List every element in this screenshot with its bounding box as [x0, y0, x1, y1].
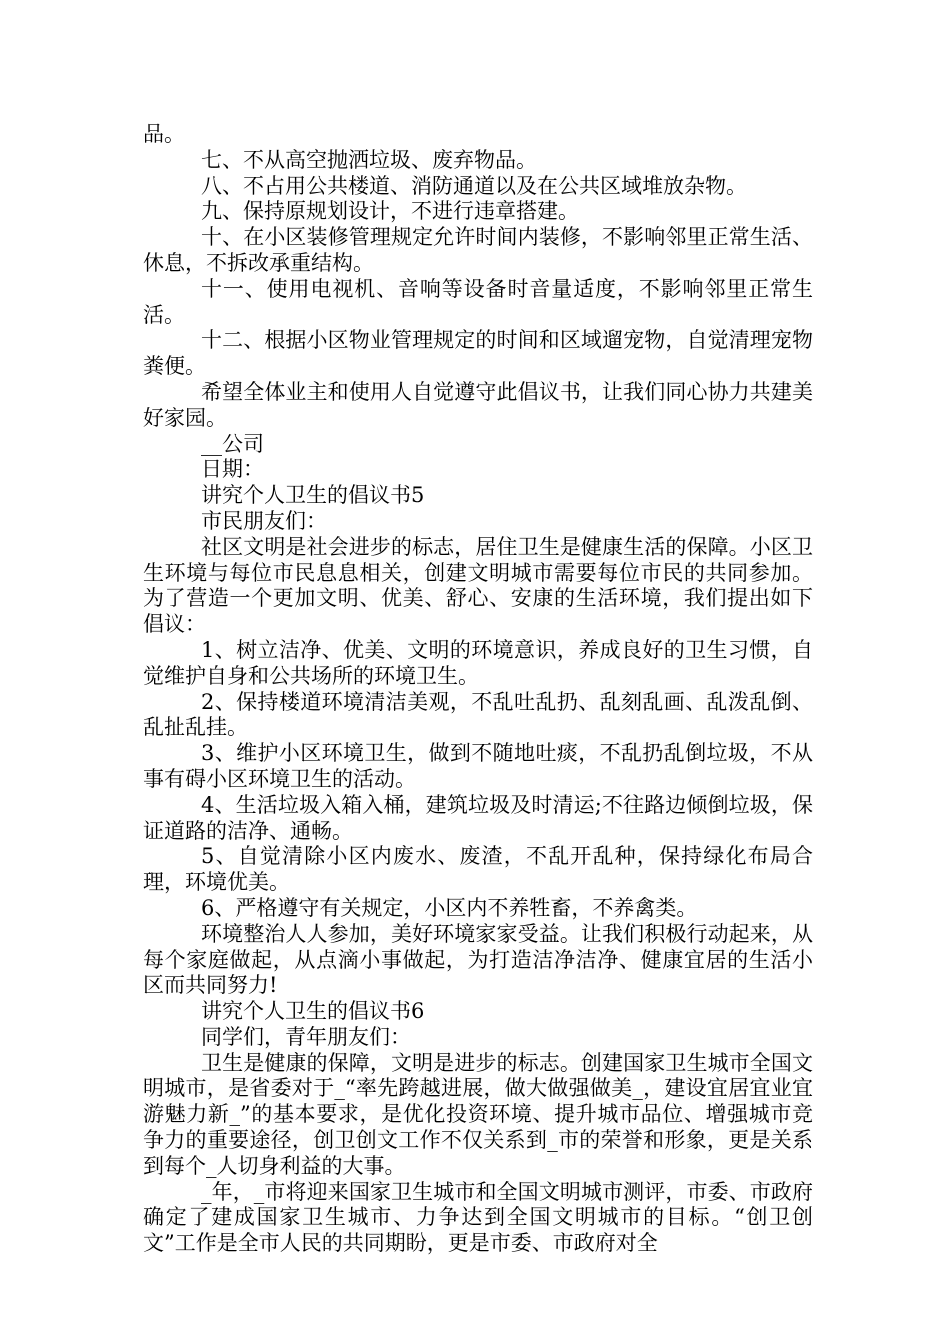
paragraph: 卫生是健康的保障，文明是进步的标志。创建国家卫生城市全国文明城市，是省委对于_“率先跨越进展，做大做强做美_，建设宜居宜业宜游魅力新_”的基本要求，是优化投资环境、提升城市品位、增强城市竞争力的重要途径，创卫创文工作不仅关系到_市的荣誉和形象，更是关系到每个_人切身利益的大事。	[143, 1050, 813, 1178]
paragraph: 6、严格遵守有关规定，小区内不养牲畜，不养禽类。	[201, 895, 698, 920]
section-title: 讲究个人卫生的倡议书6	[201, 999, 425, 1024]
paragraph: 环境整治人人参加，美好环境家家受益。让我们积极行动起来，从每个家庭做起，从点滴小事做起，为打造洁净洁净、健康宜居的生活小区而共同努力!	[143, 921, 813, 998]
document-body	[143, 122, 813, 1257]
paragraph: 4、生活垃圾入箱入桶，建筑垃圾及时清运;不往路边倾倒垃圾，保证道路的洁净、通畅。	[143, 792, 813, 843]
paragraph: 九、保持原规划设计，不进行违章搭建。	[201, 199, 579, 224]
paragraph: 1、树立洁净、优美、文明的环境意识，养成良好的卫生习惯，自觉维护自身和公共场所的环境卫生。	[143, 637, 813, 688]
paragraph: 十二、根据小区物业管理规定的时间和区域遛宠物，自觉清理宠物粪便。	[143, 328, 813, 379]
paragraph: 希望全体业主和使用人自觉遵守此倡议书，让我们同心协力共建美好家园。	[143, 379, 813, 430]
salutation: 市民朋友们：	[201, 508, 327, 533]
signature-date: 日期：	[201, 457, 264, 482]
paragraph: 社区文明是社会进步的标志，居住卫生是健康生活的保障。小区卫生环境与每位市民息息相关，创建文明城市需要每位市民的共同参加。为了营造一个更加文明、优美、舒心、安康的生活环境，我们提出如下倡议：	[143, 534, 813, 637]
paragraph: 七、不从高空抛洒垃圾、废弃物品。	[201, 147, 537, 172]
paragraph: 2、保持楼道环境清洁美观，不乱吐乱扔、乱刻乱画、乱泼乱倒、乱扯乱挂。	[143, 689, 813, 740]
paragraph: 十一、使用电视机、音响等设备时音量适度，不影响邻里正常生活。	[143, 276, 813, 327]
signature-company: __公司	[201, 431, 264, 456]
salutation: 同学们，青年朋友们：	[201, 1024, 411, 1049]
paragraph: 3、维护小区环境卫生，做到不随地吐痰，不乱扔乱倒垃圾，不从事有碍小区环境卫生的活动。	[143, 741, 813, 791]
paragraph: 十、在小区装修管理规定允许时间内装修，不影响邻里正常生活、休息，不拆改承重结构。	[143, 225, 813, 275]
section-title: 讲究个人卫生的倡议书5	[201, 483, 425, 508]
paragraph: _年，_市将迎来国家卫生城市和全国文明城市测评，市委、市政府确定了建成国家卫生城市、力争达到全国文明城市的目标。“创卫创文”工作是全市人民的共同期盼，更是市委、市政府对全	[143, 1179, 813, 1256]
paragraph: 八、不占用公共楼道、消防通道以及在公共区域堆放杂物。	[201, 173, 747, 198]
paragraph: 5、自觉清除小区内废水、废渣，不乱开乱种，保持绿化布局合理，环境优美。	[143, 844, 813, 895]
paragraph: 品。	[143, 122, 185, 146]
